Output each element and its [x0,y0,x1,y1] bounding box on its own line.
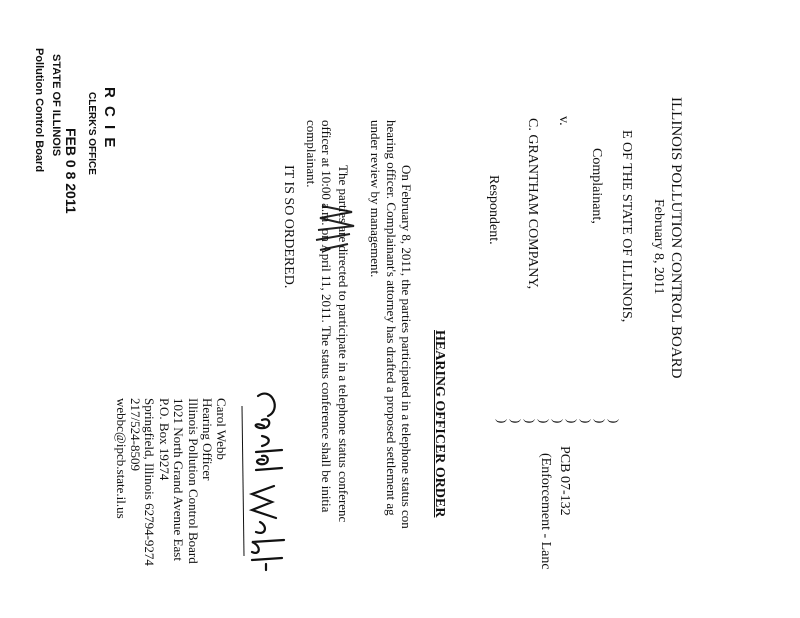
handwritten-marks [310,200,360,260]
para1-line2: hearing officer. Complainant's attorney has drafted a proposed settlement ag [384,120,399,516]
para2-line3: complainant. [304,120,319,188]
caption-plaintiff: E OF THE STATE OF ILLINOIS, [619,130,634,323]
case-number: PCB 07-132 [557,446,572,516]
caption-v: v. [556,116,571,126]
caption-defendant: C. GRANTHAM COMPANY, [525,118,540,290]
sig-board: Illinois Pollution Control Board [186,398,201,564]
para2-line1: The parties are directed to participate in a telephone status conferenc [336,165,351,523]
sig-phone: 217/524-8509 [128,398,143,471]
para2-line2: officer at 10:00 a.m. on April 11, 2011. The status conference shall be initia [319,120,334,513]
stamp-clerks-office: CLERK'S OFFICE [86,92,97,175]
para1-line1: On February 8, 2011, the parties participated in a telephone status con [399,165,414,529]
caption-complainant: Complainant, [589,148,604,224]
para1-line3: under review by management. [368,120,383,278]
closing: IT IS SO ORDERED. [281,165,296,289]
handwritten-signature [232,386,292,576]
caption-respondent: Respondent. [486,175,501,245]
sig-title: Hearing Officer [200,398,215,481]
sig-email: webbc@ipcb.state.il.us [114,398,129,519]
sig-pobox: P.O. Box 19274 [157,398,172,481]
rotated-document: R C I E CLERK'S OFFICE FEB 0 8 2011 STATE OF ILLINOIS Pollution Control Board ILLINOIS POLLUTION CONTROL BOARD February 8, 2011 E OF THE STATE OF ILLINOIS, Complainant, v. C. GRANTHAM COMPANY, Respondent. ) ) ) ) ) ) ) ) ) PCB 07-132 (Enforcement - Lanc HEARING OFFICER ORDER On February 8, 2011, the parties participated in a telephone status con hearing officer. Complainant's attorney has drafted a proposed settlement ag under review by management. The parties are directed to participate in a telephone status conferenc officer at 10:00 a.m. on April 11, 2011. The status conference shall be initia complainant. IT IS SO ORDERED. Carol Webb Hearing Officer Illinois Pollution Control Board 1021 North Grand Avenue East P.O. Box 19274 Springfield, Illinois 62794-9274 217/524-8509 webbc@ipcb.state.il.us [0,0,800,618]
stamp-date: FEB 0 8 2011 [63,128,79,214]
order-title: HEARING OFFICER ORDER [432,330,447,518]
sig-street: 1021 North Grand Avenue East [171,398,186,561]
stamp-received: R C I E [101,87,118,150]
header-date: February 8, 2011 [651,199,666,295]
stamp-state: STATE OF ILLINOIS [50,54,62,157]
sig-name: Carol Webb [214,398,229,460]
stamp-board: Pollution Control Board [33,48,45,173]
sig-city: Springfield, Illinois 62794-9274 [142,398,157,566]
case-type: (Enforcement - Lanc [538,453,553,570]
board-name: ILLINOIS POLLUTION CONTROL BOARD [668,97,684,379]
